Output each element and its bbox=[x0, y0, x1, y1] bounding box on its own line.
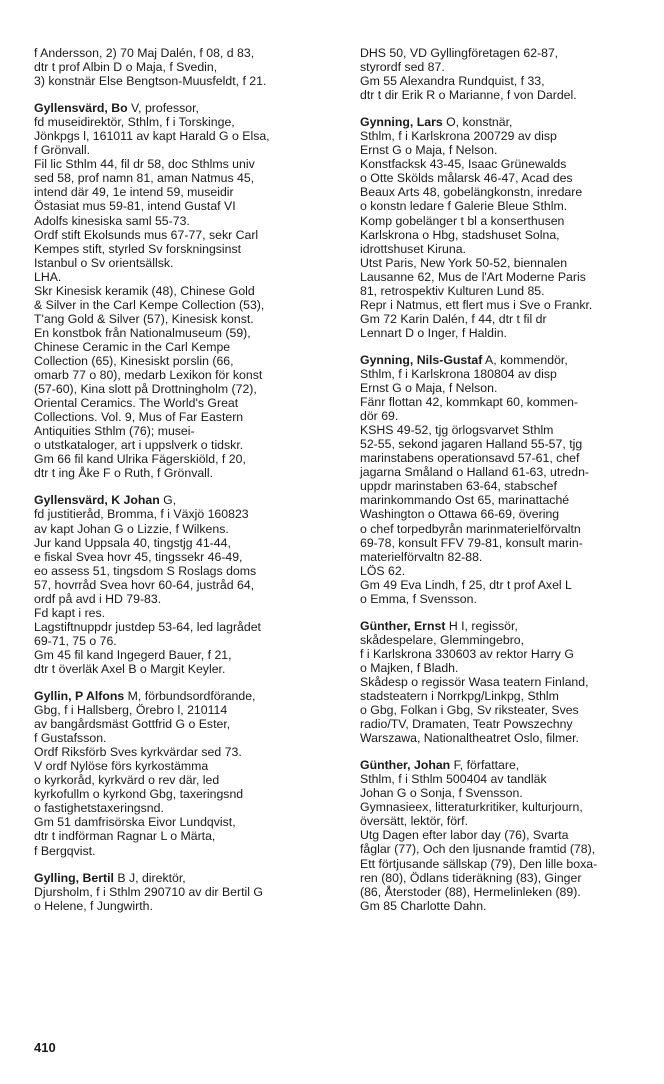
entry-line: f Grönvall. bbox=[34, 143, 91, 158]
entry-line: o Emma, f Svensson. bbox=[360, 591, 477, 606]
entry-line: o Gbg, Folkan i Gbg, Sv riksteater, Sves bbox=[360, 703, 579, 718]
entry-surname: Günther, bbox=[360, 758, 411, 773]
entry-line: Adolfs kinesiska saml 55-73. bbox=[34, 213, 190, 228]
entry-line: Ernst G o Maja, f Nelson. bbox=[360, 143, 498, 158]
entry-surname: Gynning, bbox=[360, 115, 414, 130]
entry-line: dör 69. bbox=[360, 409, 399, 424]
entry-line: fd justitieråd, Bromma, f i Växjö 160823 bbox=[34, 507, 249, 522]
biography-entry bbox=[34, 871, 336, 913]
entry-line: f i Karlskrona 330603 av rektor Harry G bbox=[360, 646, 574, 661]
entry-given-name: P Alfons bbox=[71, 689, 125, 704]
entry-line: Ordf stift Ekolsunds mus 67-77, sekr Carl bbox=[34, 227, 259, 242]
entry-line: Gm 72 Karin Dalén, f 44, dtr t fil dr bbox=[360, 311, 547, 326]
entry-line: Repr i Natmus, ett flert mus i Sve o Frankr. bbox=[360, 297, 593, 312]
entry-line: Johan G o Sonja, f Svensson. bbox=[360, 786, 523, 801]
entry-title: O, konstnär, bbox=[442, 115, 513, 130]
entry-line: Sthlm, f i Karlskrona 200729 av disp bbox=[360, 129, 557, 144]
entry-line: Skådesp o regissör Wasa teatern Finland, bbox=[360, 674, 589, 689]
entry-title: B J, direktör, bbox=[113, 870, 186, 885]
biography-entry bbox=[34, 101, 336, 480]
entry-line: Jönkpgs l, 161011 av kapt Harald G o Elsa, bbox=[34, 129, 270, 144]
entry-surname: Gynning, bbox=[360, 352, 414, 367]
entry-line: o konstn ledare f Galerie Bleue Sthlm. bbox=[360, 199, 568, 214]
entry-given-name: Lars bbox=[413, 115, 443, 130]
entry-line: 69-71, 75 o 76. bbox=[34, 633, 117, 648]
entry-line: Ett förtjusande sällskap (79), Den lille boxa- bbox=[360, 856, 598, 871]
entry-line: f Gustafsson. bbox=[34, 731, 107, 746]
entry-line: Jur kand Uppsala 40, tingstjg 41-44, bbox=[34, 535, 231, 550]
entry-line: LÖS 62. bbox=[360, 563, 406, 578]
entry-line: av kapt Johan G o Lizzie, f Wilkens. bbox=[34, 521, 229, 536]
entry-line: Collection (65), Kinesiskt porslin (66, bbox=[34, 353, 234, 368]
entry-line: Kempes stift, styrled Sv forskningsinst bbox=[34, 241, 242, 256]
entry-given-name: Ernst bbox=[410, 618, 446, 633]
entry-line: Fänr flottan 42, kommkapt 60, kommen- bbox=[360, 395, 579, 410]
entry-line: marinstabens operationsavd 57-61, chef bbox=[360, 451, 580, 466]
entry-line: o Majken, f Bladh. bbox=[360, 660, 459, 675]
entry-line: Antiquities Sthlm (76); musei- bbox=[34, 424, 195, 439]
entry-given-name: Johan bbox=[410, 758, 451, 773]
entry-heading bbox=[34, 493, 336, 507]
entry-title: V, professor, bbox=[127, 101, 199, 116]
entry-heading bbox=[34, 101, 336, 115]
entry-line: stadsteatern i Norrkpg/Linkpg, Sthlm bbox=[360, 689, 559, 704]
biography-entry bbox=[34, 493, 336, 676]
entry-line: Ernst G o Maja, f Nelson. bbox=[360, 381, 498, 396]
entry-line: ren (80), Ödlans tideräkning (83), Ginger bbox=[360, 870, 582, 885]
entry-line: 52-55, sekond jagaren Halland 55-57, tjg bbox=[360, 437, 583, 452]
entry-line: o chef torpedbyrån marinmaterielförvaltn bbox=[360, 521, 581, 536]
entry-line: & Silver in the Carl Kempe Collection (53), bbox=[34, 297, 265, 312]
entry-line: dtr t indförman Ragnar L o Märta, bbox=[34, 829, 216, 844]
entry-line: Gbg, f i Hallsberg, Örebro l, 210114 bbox=[34, 703, 228, 718]
entry-line: översätt, lektör, förf. bbox=[360, 814, 468, 829]
entry-line: fåglar (77), Och den ljusnande framtid (78), bbox=[360, 842, 596, 857]
entry-heading bbox=[34, 871, 336, 885]
entry-line: sed 58, prof namn 81, aman Natmus 45, bbox=[34, 171, 255, 186]
entry-line: (86, Återstoder (88), Hermelinleken (89). bbox=[360, 884, 581, 899]
entry-line: Utst Paris, New York 50-52, biennalen bbox=[360, 255, 568, 270]
right-column bbox=[360, 46, 656, 926]
entry-line: Skr Kinesisk keramik (48), Chinese Gold bbox=[34, 283, 255, 298]
entry-title: G, bbox=[159, 493, 177, 508]
entry-line: Istanbul o Sv orientsällsk. bbox=[34, 255, 174, 270]
entry-line: marinkommando Ost 65, marinattaché bbox=[360, 493, 570, 508]
entry-surname: Gylling, bbox=[34, 870, 80, 885]
entry-line: o kyrkoråd, kyrkvärd o rev där, led bbox=[34, 773, 220, 788]
entry-line: Lagstiftnuppdr justdep 53-64, led lagrådet bbox=[34, 619, 261, 634]
entry-line: f Andersson, 2) 70 Maj Dalén, f 08, d 83, bbox=[34, 46, 255, 60]
entry-surname: Gyllin, bbox=[34, 689, 72, 704]
entry-given-name: Bertil bbox=[79, 870, 114, 885]
entry-line: 3) konstnär Else Bengtson-Muusfeldt, f 21. bbox=[34, 74, 267, 89]
entry-line: Collections. Vol. 9, Mus of Far Eastern bbox=[34, 410, 244, 425]
entry-line: materielförvaltn 82-88. bbox=[360, 549, 483, 564]
biography-entry bbox=[360, 115, 656, 340]
entry-given-name: Nils-Gustaf bbox=[413, 352, 483, 367]
entry-line: Karlskrona o Hbg, stadshuset Solna, bbox=[360, 227, 560, 242]
entry-heading bbox=[360, 619, 656, 633]
entry-line: 81, retrospektiv Kulturen Lund 85. bbox=[360, 283, 545, 298]
entry-line: kyrkofullm o kyrkond Gbg, taxeringsnd bbox=[34, 787, 244, 802]
entry-line: Gm 49 Eva Lindh, f 25, dtr t prof Axel L bbox=[360, 577, 572, 592]
entry-line: 69-78, konsult FFV 79-81, konsult marin- bbox=[360, 535, 583, 550]
entry-given-name: Bo bbox=[107, 101, 128, 116]
entry-line: dtr t prof Albin D o Maja, f Svedin, bbox=[34, 60, 218, 75]
entry-line: radio/TV, Dramaten, Teatr Powszechny bbox=[360, 717, 573, 732]
entry-line: Lennart D o Inger, f Haldin. bbox=[360, 325, 507, 340]
entry-title: F, författare, bbox=[450, 758, 520, 773]
entry-line: skådespelare, Glemmingebro, bbox=[360, 632, 525, 647]
entry-heading bbox=[360, 115, 656, 129]
entry-line: Gm 45 fil kand Ingegerd Bauer, f 21, bbox=[34, 647, 232, 662]
entry-line: Utg Dagen efter labor day (76), Svarta bbox=[360, 828, 569, 843]
entry-line: Djursholm, f i Sthlm 290710 av dir Bertil G bbox=[34, 884, 263, 899]
entry-heading bbox=[360, 353, 656, 367]
entry-given-name: K Johan bbox=[107, 493, 160, 508]
entry-line: DHS 50, VD Gyllingföretagen 62-87, bbox=[360, 46, 559, 60]
entry-line: f Bergqvist. bbox=[34, 843, 96, 858]
entry-line: o Helene, f Jungwirth. bbox=[34, 898, 153, 913]
entry-line: idrottshuset Kiruna. bbox=[360, 241, 466, 256]
entry-line: intend där 49, 1e intend 59, museidir bbox=[34, 185, 234, 200]
entry-line: Gymnasieex, litteraturkritiker, kulturjourn, bbox=[360, 800, 583, 815]
entry-line: Oriental Ceramics. The World's Great bbox=[34, 396, 239, 411]
entry-line: dtr t dir Erik R o Marianne, f von Dardel. bbox=[360, 88, 577, 103]
entry-line: Gm 55 Alexandra Rundquist, f 33, bbox=[360, 74, 545, 89]
entry-line: o fastighetstaxeringsnd. bbox=[34, 801, 164, 816]
entry-line: fd museidirektör, Sthlm, f i Torskinge, bbox=[34, 115, 235, 130]
entry-line: jagarna Småland o Halland 61-63, utredn- bbox=[360, 465, 590, 480]
entry-line: Konstfacksk 43-45, Isaac Grünewalds bbox=[360, 157, 567, 172]
entry-line: Fil lic Sthlm 44, fil dr 58, doc Sthlms univ bbox=[34, 157, 255, 172]
entry-line: o Otte Skölds målarsk 46-47, Acad des bbox=[360, 171, 573, 186]
entry-line: Beaux Arts 48, gobelängkonstn, inredare bbox=[360, 185, 583, 200]
biography-entry bbox=[360, 758, 656, 913]
entry-line: Sthlm, f i Karlskrona 180804 av disp bbox=[360, 366, 557, 381]
page-number: 410 bbox=[34, 1040, 56, 1055]
entry-line: V ordf Nylöse förs kyrkostämma bbox=[34, 759, 209, 774]
entry-line: Warszawa, Nationaltheatret Oslo, filmer. bbox=[360, 731, 579, 746]
biography-entry bbox=[34, 689, 336, 858]
entry-line: En konstbok från Nationalmuseum (59), bbox=[34, 325, 251, 340]
entry-line: o utstkataloger, art i uppslverk o tidskr. bbox=[34, 438, 244, 453]
entry-line: Fd kapt i res. bbox=[34, 605, 106, 620]
entry-line: uppdr marinstaben 63-64, stabschef bbox=[360, 479, 557, 494]
entry-line: ordf på avd i HD 79-83. bbox=[34, 591, 162, 606]
entry-line: Ordf Riksförb Sves kyrkvärdar sed 73. bbox=[34, 745, 242, 760]
entry-line: av bangårdsmäst Gottfrid G o Ester, bbox=[34, 717, 231, 732]
entry-title: M, förbundsordförande, bbox=[124, 689, 256, 704]
entry-surname: Gyllensvärd, bbox=[34, 493, 108, 508]
entry-line: dtr t ing Åke F o Ruth, f Grönvall. bbox=[34, 466, 214, 481]
entry-line: Gm 66 fil kand Ulrika Fägerskiöld, f 20, bbox=[34, 452, 246, 467]
entry-line: Komp gobelänger t bl a konserthusen bbox=[360, 213, 565, 228]
entry-line: Lausanne 62, Mus de l'Art Moderne Paris bbox=[360, 269, 586, 284]
entry-heading bbox=[34, 689, 336, 703]
entry-line: Gm 85 Charlotte Dahn. bbox=[360, 898, 487, 913]
biography-continuation bbox=[360, 46, 656, 102]
entry-title: H I, regissör, bbox=[445, 618, 518, 633]
entry-line: KSHS 49-52, tjg örlogsvarvet Sthlm bbox=[360, 423, 554, 438]
entry-line: Chinese Ceramic in the Carl Kempe bbox=[34, 339, 231, 354]
biography-entry bbox=[360, 619, 656, 745]
entry-line: 57, hovrråd Svea hovr 60-64, justråd 64, bbox=[34, 577, 255, 592]
entry-title: A, kommendör, bbox=[482, 352, 568, 367]
entry-line: Gm 51 damfrisörska Eivor Lundqvist, bbox=[34, 815, 236, 830]
entry-heading bbox=[360, 758, 656, 772]
entry-line: Sthlm, f i Sthlm 500404 av tandläk bbox=[360, 772, 547, 787]
entry-line: styrordf sed 87. bbox=[360, 60, 445, 75]
entry-line: LHA. bbox=[34, 269, 62, 284]
entry-line: e fiskal Svea hovr 45, tingssekr 46-49, bbox=[34, 549, 243, 564]
entry-line: Washington o Ottawa 66-69, övering bbox=[360, 507, 560, 522]
entry-line: T'ang Gold & Silver (57), Kinesisk konst. bbox=[34, 311, 254, 326]
biography-entry bbox=[360, 353, 656, 606]
entry-line: dtr t överläk Axel B o Margit Keyler. bbox=[34, 661, 226, 676]
entry-surname: Gyllensvärd, bbox=[34, 101, 108, 116]
biography-continuation bbox=[34, 46, 336, 88]
entry-line: (57-60), Kina slott på Drottningholm (72), bbox=[34, 382, 257, 397]
entry-surname: Günther, bbox=[360, 618, 411, 633]
entry-line: eo assess 51, tingsdom S Roslags doms bbox=[34, 563, 257, 578]
entry-line: omarb 77 o 80), medarb Lexikon för konst bbox=[34, 368, 263, 383]
entry-line: Östasiat mus 59-81, intend Gustaf VI bbox=[34, 199, 236, 214]
left-column bbox=[34, 46, 336, 926]
